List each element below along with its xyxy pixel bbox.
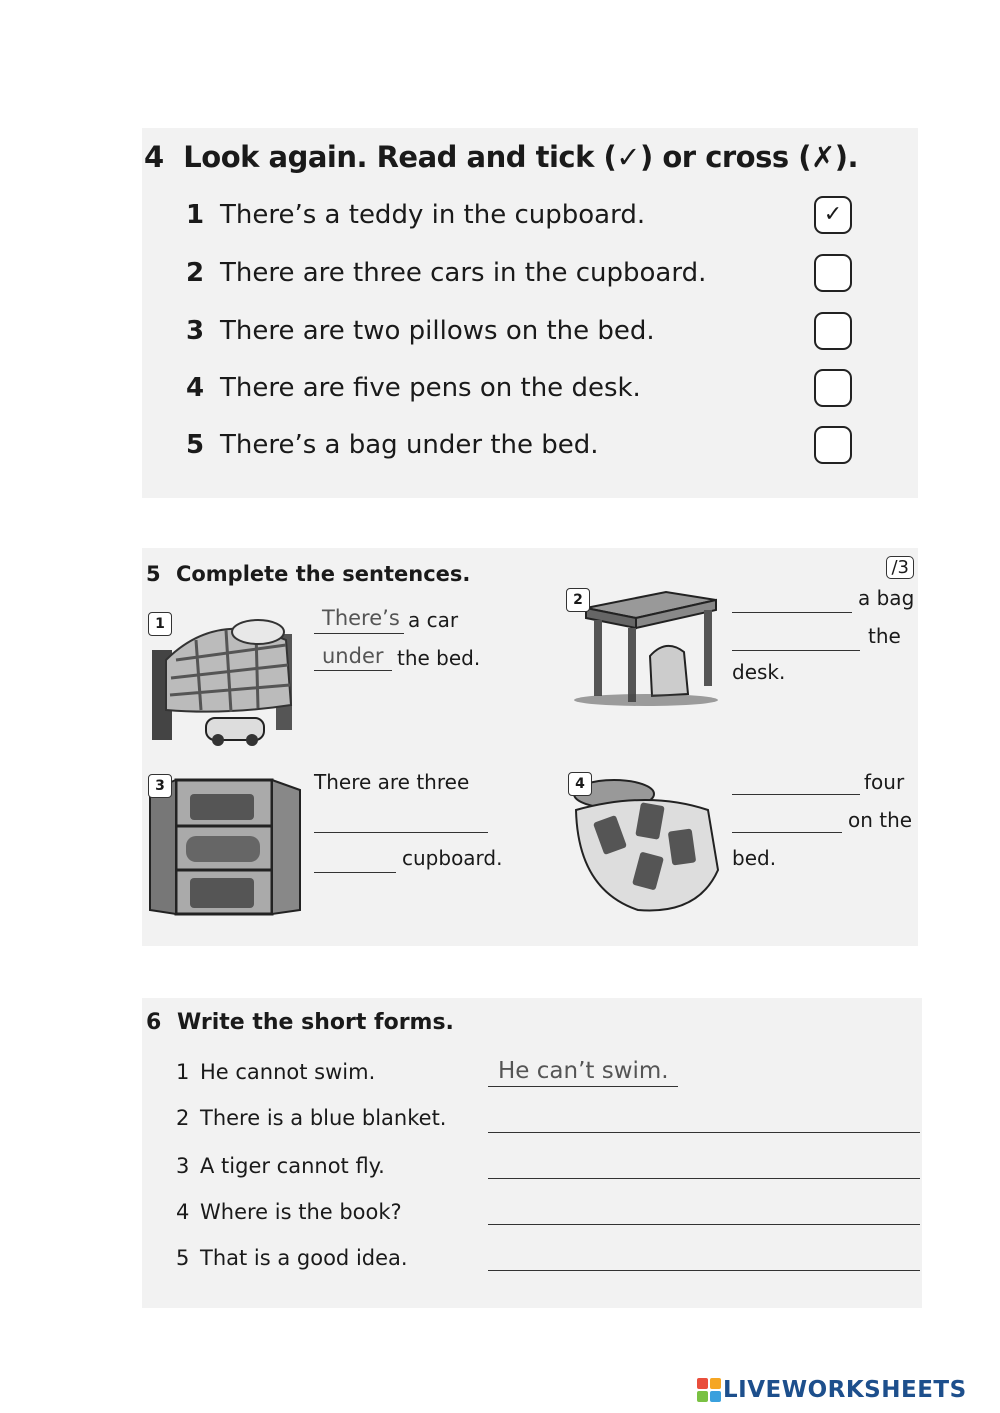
tick-box-4[interactable]	[814, 369, 852, 407]
blank-1b[interactable]	[314, 670, 392, 671]
liveworksheets-logo[interactable]	[697, 1374, 967, 1406]
short-form-item-2	[176, 1106, 446, 1130]
logo-mark-icon	[697, 1378, 721, 1402]
short-form-item-3	[176, 1154, 385, 1178]
blank-2a[interactable]	[732, 612, 852, 613]
section-4-tick-or-cross	[142, 128, 918, 498]
score-box: /3	[886, 556, 914, 579]
sentence-2-part-1: a bag	[858, 586, 915, 610]
sentence-4-part-2: on the	[848, 808, 913, 832]
section-4-heading	[144, 140, 858, 174]
logo-text: LIVEWORKSHEETS	[723, 1377, 967, 1403]
blank-4b[interactable]	[732, 832, 842, 833]
section-5-instruction: Complete the sentences.	[175, 562, 471, 586]
picture-number-1: 1	[148, 612, 172, 636]
statement-2	[186, 258, 706, 288]
item-number: 2	[176, 1106, 190, 1130]
answer-line-4[interactable]	[488, 1224, 920, 1225]
item-number: 5	[176, 1246, 190, 1270]
tick-box-1[interactable]: ✓	[814, 196, 852, 234]
sentence-1-part-1: a car	[408, 608, 459, 632]
item-text: That is a good idea.	[200, 1246, 408, 1270]
statement-3	[186, 316, 655, 346]
answer-line-2[interactable]	[488, 1132, 920, 1133]
statement-text: There are two pillows on the bed.	[220, 316, 655, 346]
tick-box-3[interactable]	[814, 312, 852, 350]
section-5-number: 5	[146, 562, 161, 586]
section-6-heading	[146, 1010, 454, 1035]
tick-box-5[interactable]	[814, 426, 852, 464]
statement-1	[186, 200, 645, 230]
blank-4a[interactable]	[732, 794, 860, 795]
picture-number-2: 2	[566, 588, 590, 612]
blank-3b[interactable]	[314, 872, 396, 873]
answer-line-5[interactable]	[488, 1270, 920, 1271]
statement-4	[186, 373, 641, 403]
item-number: 3	[176, 1154, 190, 1178]
answer-1a: There’s	[322, 606, 400, 630]
item-text: He cannot swim.	[200, 1060, 376, 1084]
answer-line-1[interactable]	[488, 1086, 678, 1087]
section-6-number: 6	[146, 1010, 162, 1035]
section-6-instruction: Write the short forms.	[176, 1010, 454, 1035]
sentence-4-part-3: bed.	[732, 846, 777, 870]
tick-box-2[interactable]	[814, 254, 852, 292]
statement-text: There’s a teddy in the cupboard.	[220, 200, 646, 230]
picture-number-3: 3	[148, 774, 172, 798]
sentence-4-part-1: four	[864, 770, 905, 794]
short-form-answer-1: He can’t swim.	[498, 1058, 669, 1084]
short-form-item-5	[176, 1246, 408, 1270]
answer-line-3[interactable]	[488, 1178, 920, 1179]
statement-number: 2	[186, 258, 205, 288]
short-form-item-4	[176, 1200, 402, 1224]
sentence-2-part-3: desk.	[732, 660, 786, 684]
statement-number: 3	[186, 316, 205, 346]
statement-text: There are three cars in the cupboard.	[220, 258, 707, 288]
section-4-instruction: Look again. Read and tick (✓) or cross (✗).	[183, 140, 859, 174]
logo-square-2	[710, 1378, 721, 1389]
blank-1a[interactable]	[314, 633, 404, 634]
desk-with-bag-illustration	[566, 586, 726, 706]
statement-text: There’s a bag under the bed.	[220, 430, 599, 460]
logo-square-3	[697, 1391, 708, 1402]
statement-number: 5	[186, 430, 205, 460]
statement-number: 1	[186, 200, 205, 230]
sentence-2-part-2: the	[868, 624, 901, 648]
logo-square-1	[697, 1378, 708, 1389]
blank-2b[interactable]	[732, 650, 860, 651]
statement-text: There are five pens on the desk.	[220, 373, 641, 403]
logo-square-4	[710, 1391, 721, 1402]
item-text: A tiger cannot fly.	[200, 1154, 385, 1178]
item-text: There is a blue blanket.	[200, 1106, 447, 1130]
sentence-1-part-2: the bed.	[397, 646, 481, 670]
section-6-short-forms	[142, 998, 922, 1308]
sentence-3-part-2: cupboard.	[402, 846, 503, 870]
item-number: 4	[176, 1200, 190, 1224]
statement-number: 4	[186, 373, 205, 403]
section-4-number: 4	[144, 140, 164, 174]
short-form-item-1	[176, 1060, 375, 1084]
item-number: 1	[176, 1060, 190, 1084]
answer-1b: under	[322, 644, 384, 668]
blank-3a[interactable]	[314, 832, 488, 833]
picture-number-4: 4	[568, 772, 592, 796]
section-5-complete-sentences	[142, 548, 918, 946]
statement-5	[186, 430, 599, 460]
item-text: Where is the book?	[200, 1200, 402, 1224]
section-5-heading	[146, 562, 470, 586]
sentence-3-part-1: There are three	[314, 770, 470, 794]
